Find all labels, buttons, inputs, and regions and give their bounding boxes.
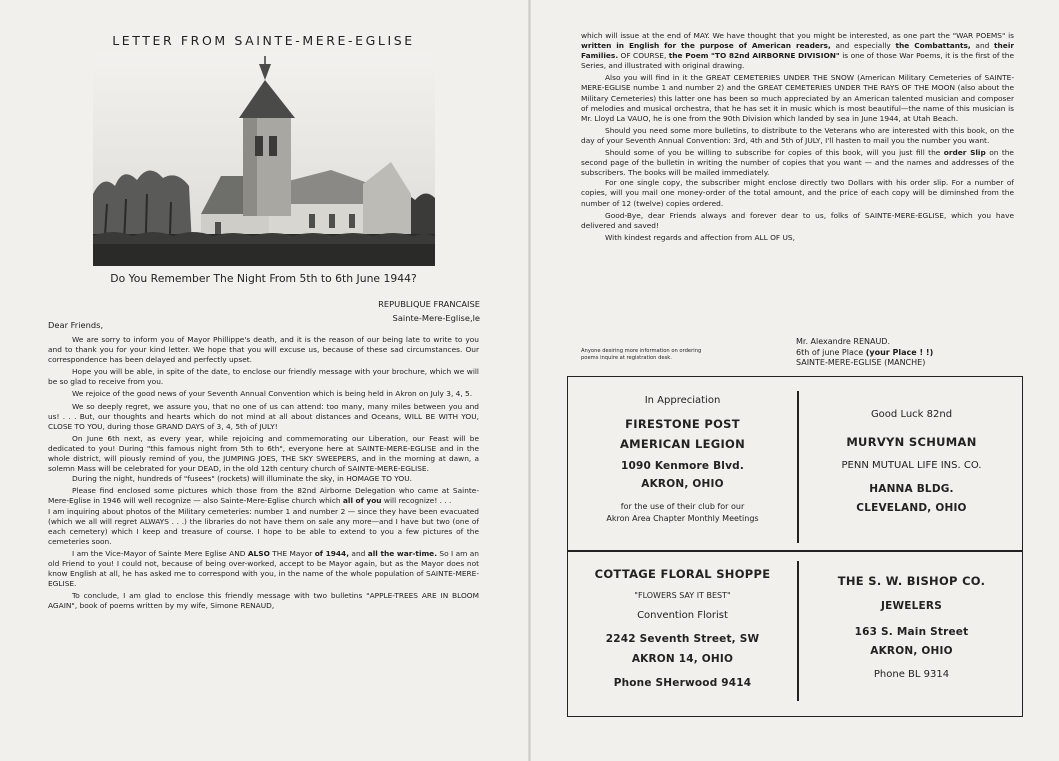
page-gutter [528,0,531,761]
paragraph: I am inquiring about photos of the Military cemeteries: number 1 and number 2 — since they have been evacuated (which we all will regret ALWAYS . . .) the libraries do not have them on sale any more—and I have but two (one of each cemetery) which I keep and treasure of course. I hope to be able to extend to you a few pictures of the cemeteries soon. [48,506,479,546]
ad-cottage-floral-shoppe: COTTAGE FLORAL SHOPPE "FLOWERS SAY IT BEST" Convention Florist 2242 Seventh Street, SW AKRON 14, OHIO Phone SHerwood 9414 [594,567,771,689]
letter-heading [378,297,480,325]
paragraph: We so deeply regret, we assure you, that no one of us can attend: too many, many miles between you and us! . . . But, our thoughts and hearts which do not mind at all about distances and Oceans, WILL BE WITH YOU, CLOSE TO YOU, during those GRAND DAYS of 3, 4, 5th of JULY! [48,401,479,431]
paragraph: Should you need some more bulletins, to distribute to the Veterans who are interested with this book, on the day of your Seventh Annual Convention: 3rd, 4th and 5th of JULY, I'll hasten to mail you the number you want. [581,125,1014,145]
church-photo [93,54,435,266]
sponsor-ads-box [567,376,1023,717]
letter-title: LETTER FROM SAINTE-MERE-EGLISE [112,33,415,48]
paragraph: With kindest regards and affection from ALL OF US, [605,232,795,242]
greeting: Dear Friends, [48,320,104,330]
paragraph: We rejoice of the good news of your Seventh Annual Convention which is being held in Akron on July 3, 4, 5. [72,389,473,399]
paragraph: which will issue at the end of MAY. We have thought that you might be interested, as one part the "WAR POEMS" is written in English for the purpose of American readers, and especially the Combattants, and their Families. OF COURSE, the Poem "TO 82nd AIRBORNE DIVISION" is one of those War Poems, it is the first of the Series, and illustrated with original drawing. [581,31,1015,71]
letter-body-right [581,31,1014,243]
divider [568,550,1022,552]
paragraph: Hope you will be able, in spite of the date, to enclose our friendly message with your brochure, which we will be so glad to receive from you. [48,367,479,387]
signature-town: SAINTE-MERE-EGLISE (MANCHE) [796,358,926,367]
signature-address: 6th of june Place (your Place ! !) [796,347,934,357]
note-line: poems inquire at registration desk. [581,355,672,361]
paragraph: Good-Bye, dear Friends always and forever dear to us, folks of SAINTE-MERE-EGLISE, which you have delivered and saved! [581,210,1014,230]
place-line: Sainte-Mere-Eglise,le [392,313,480,323]
paragraph: For one single copy, the subscriber might enclose directly two Dollars with his order slip. For a number of copies, will you mail one money-order of the total amount, and the price of each copy will be diminshed from the number of 12 (twelve) copies ordered. [581,178,1014,208]
left-page [0,0,527,761]
photo-caption: Do You Remember The Night From 5th to 6th June 1944? [110,272,417,285]
note-line: Anyone desiring more information on ordering [581,348,702,354]
paragraph: I am the Vice-Mayor of Sainte Mere Eglise AND ALSO THE Mayor of 1944, and all the war-time. So I am an old Friend to you! I could not, because of being over-worked, accept to be Mayor again, but as the Mayor does not know English at all, he has asked me to correspond with you, in the name of the whole population of SAINTE-MERE-EGLISE. [48,548,479,589]
ad-firestone-post: In Appreciation FIRESTONE POST AMERICAN LEGION 1090 Kenmore Blvd. AKRON, OHIO for the use of their club for our Akron Area Chapter Monthly Meetings [606,395,759,523]
paragraph: Should some of you be willing to subscribe for copies of this book, will you just fill the order Slip on the second page of the bulletin in writing the number of copies that you want — and the names and addresses of the subscribers. The books will be mailed immediately. [581,148,1014,178]
paragraph: On June 6th next, as every year, while rejoicing and commemorating our Liberation, our Feast will be dedicated to you! During "this famous night from 5th to 6th", everyone here at SAINTE-MERE-EGLISE and in the whole district, will piously remind of you, the JUMPING JOES, THE SKY SWEEPERS, and in the morning at dawn, a solemn Mass will be celebrated for your DEAD, in the old 12th century church of SAINTE-MERE-EGLISE. [48,433,479,474]
signature-block [796,337,933,369]
ordering-note [581,348,771,362]
republic-line: REPUBLIQUE FRANCAISE [378,299,480,309]
paragraph: To conclude, I am glad to enclose this friendly message with two bulletins "APPLE-TREES ARE IN BLOOM AGAIN", book of poems written by my wife, Simone RENAUD, [48,591,479,611]
paragraph: During the night, hundreds of "fusees" (rockets) will illuminate the sky, in HOMAGE TO YOU. [72,474,412,484]
ad-murvyn-schuman: Good Luck 82nd MURVYN SCHUMAN PENN MUTUAL LIFE INS. CO. HANNA BLDG. CLEVELAND, OHIO [841,409,982,514]
signature-name: Mr. Alexandre RENAUD. [796,337,891,346]
letter-body-left [48,335,479,611]
paragraph: Please find enclosed some pictures which those from the 82nd Airborne Delegation who came at Sainte-Mere-Eglise in 1946 will well recognize — also Sainte-Mere-Eglise church which all of you will recognize! . . . [48,486,479,506]
ad-sw-bishop-co: THE S. W. BISHOP CO. JEWELERS 163 S. Main Street AKRON, OHIO Phone BL 9314 [837,574,986,680]
paragraph: We are sorry to inform you of Mayor Phillippe's death, and it is the reason of our being late to write to you and to thank you for your kind letter. We hope that you will excuse us, because of these sad circumstances. Our correspondence has been delayed and perfectly upset. [48,335,479,365]
paragraph: Also you will find in it the GREAT CEMETERIES UNDER THE SNOW (American Military Cemeteries of SAINTE-MERE-EGLISE numbe 1 and number 2) and the GREAT CEMETERIES UNDER THE RAYS OF THE MOON (also about the Military Cemeteries) this latter one has been so much appreciated by an American talented musician and composer of melodies and musical orchestra, that he has set it in music which is most beautiful—the name of this musician is Mr. Lloyd La VAUO, he is one from the 90th Division which landed by sea in June 1944, at Utah Beach. [581,73,1014,123]
right-page [533,0,1059,761]
